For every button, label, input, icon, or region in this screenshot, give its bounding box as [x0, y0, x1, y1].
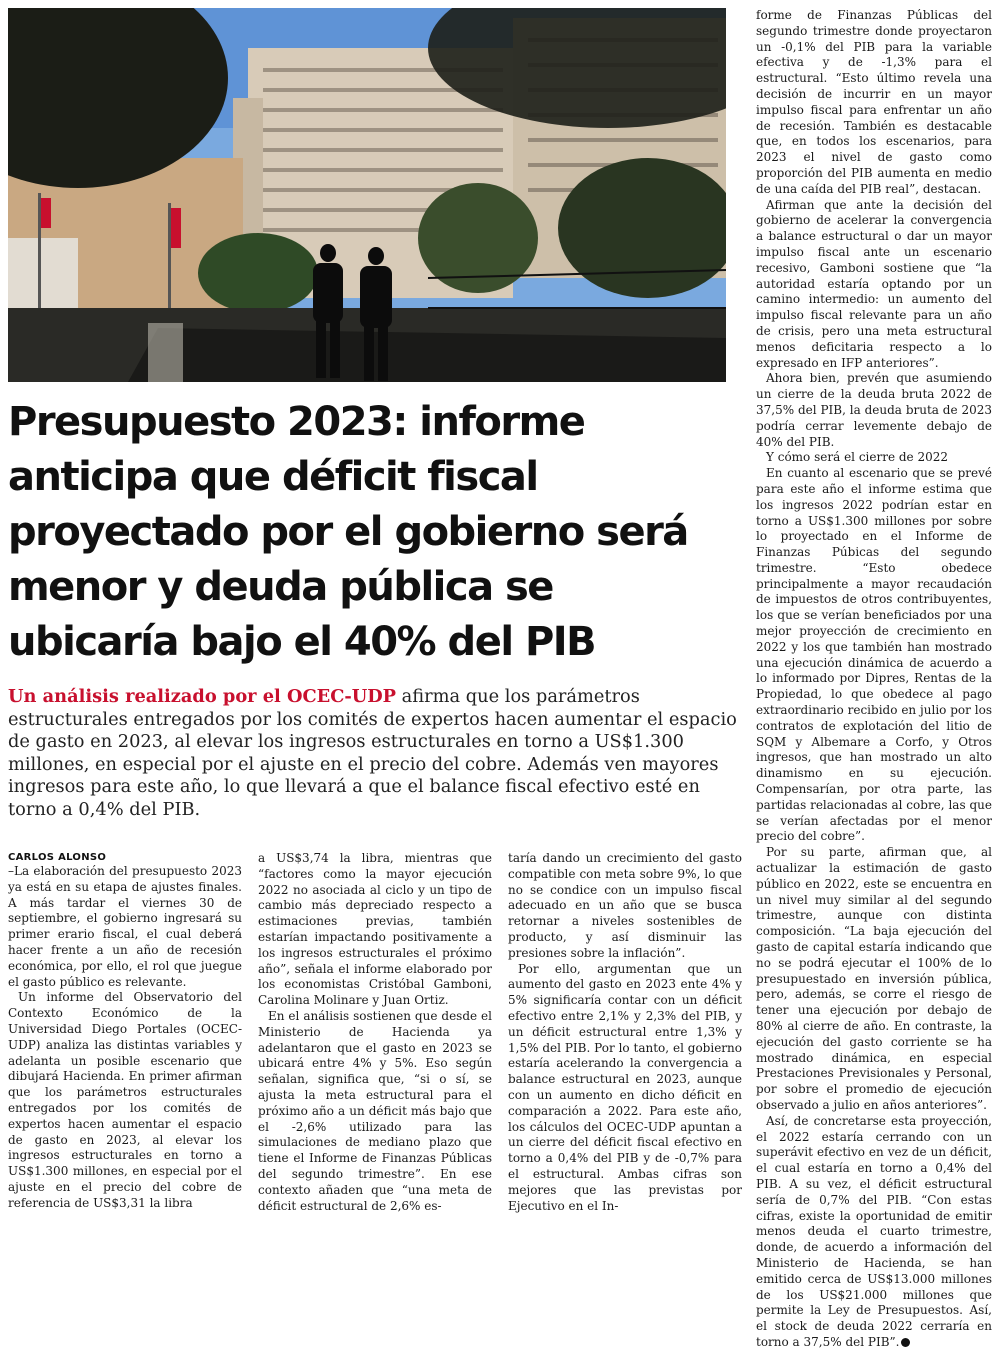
paragraph: Ahora bien, prevén que asumiendo un cierre de la deuda bruta 2022 de 37,5% del PIB, la deuda bruta de 2023 podría cerrar levemente debajo de 40% del PIB. — [756, 371, 992, 449]
headline-line: ubicaría bajo el 40% del PIB — [8, 619, 596, 665]
paragraph: Por ello, argumentan que un aumento del gasto en 2023 ente 4% y 5% significaría contar con un déficit efectivo entre 2,1% y 2,3% del PIB, y un déficit estructural entre 1,3% y 1,5% del PIB. Por lo tanto, el gobierno estaría acelerando la convergencia a balance estructural en 2023, aunque con un aumento en dicho déficit en comparación a 2022. Para este año, los cálculos del OCEC-UDP apuntan a un cierre del déficit fiscal efectivo en torno a 0,4% del PIB y de -0,7% para el estructural. Ambas cifras son mejores que las previstas por Ejecutivo en el In- — [508, 961, 742, 1213]
paragraph: a US$3,74 la libra, mientras que “factores como la mayor ejecución 2022 no asociada al ciclo y un tipo de cambio más depreciado respecto a estimaciones previas, también estarían impactando positivamente a los ingresos estructurales el próximo año”, señala el informe elaborado por los economistas Cristóbal Gamboni, Carolina Molinare y Juan Ortiz. — [258, 851, 492, 1008]
lead-paragraph — [8, 686, 738, 822]
paragraph: Por su parte, afirman que, al actualizar la estimación de gasto público en 2022, este se encuentra en un nivel muy similar al del segundo trimestre, aunque con distinta composición. “La baja ejecución del gasto de capital estaría indicando que no se podrá ejecutar el 100% de lo presupuestado en inversión pública, pero, además, se corre el riesgo de tener una ejecución por debajo de 80% al cierre de año. En contraste, la ejecución del gasto corriente se ha mostrado dinámica, en especial Prestaciones Previsionales y Personal, por sobre el promedio de ejecución observado a julio en años anteriores”. — [756, 845, 992, 1112]
subheading: Y cómo será el cierre de 2022 — [766, 450, 949, 465]
lead-kicker: Un análisis realizado por el OCEC-UDP — [8, 686, 397, 707]
paragraph: taría dando un crecimiento del gasto compatible con meta sobre 9%, lo que no se condice con un impulso fiscal adecuado en un año que se busca retornar a niveles sostenibles de producto, y así disminuir las presiones sobre la inflación”. — [508, 851, 742, 960]
lead-text: afirma que los parámetros estructurales entregados por los comités de expertos hacen aumentar el espacio de gasto en 2023, al elevar los ingresos estructurales en torno a US$1.300 millones, en especial por el ajuste en el precio del cobre. Además ven mayores ingresos para este año, lo que llevará a que el balance fiscal efectivo esté en torno a 0,4% del PIB. — [8, 686, 737, 820]
article-column-1 — [8, 851, 242, 1212]
article-column-2 — [258, 851, 492, 1214]
paragraph: –La elaboración del presupuesto 2023 ya está en su etapa de ajustes finales. A más tardar el viernes 30 de septiembre, el gobierno ingresará su primer erario fiscal, el cual deberá hacer frente a un año de recesión económica, por ello, el rol que juegue el gasto público es relevante. — [8, 864, 242, 989]
paragraph: En cuanto al escenario que se prevé para este año el informe estima que los ingresos 2022 podrían estar en torno a US$1.300 millones por sobre lo proyectado en el Informe de Finanzas Púbicas del segundo trimestre. “Esto obedece principalmente a mayor recaudación de impuestos de otros contribuyentes, los que se verían beneficiados por una mejor proyección de crecimiento en 2022 y los que también han mostrado una ejecución dinámica de acuerdo a lo informado por Dipres, Rentas de la Propiedad, lo que obedece al pago extraordinario recibido en julio por los contratos de explotación del litio de SQM y Albemare a Corfo, y Otros ingresos, que han mostrado un alto dinamismo en su ejecución. Compensarían, por otra parte, las partidas relacionadas al cobre, las que se verían afectadas por el menor precio del cobre”. — [756, 466, 992, 844]
end-mark-icon — [901, 1338, 910, 1347]
article-photo — [8, 8, 726, 382]
byline: CARLOS ALONSO — [8, 852, 107, 863]
paragraph: Un informe del Observatorio del Contexto Económico de la Universidad Diego Portales (OCEC-UDP) analiza las distintas variables y adelanta un posible escenario que dibujará Hacienda. En primer afirman que los parámetros estructurales entregados por los comités de expertos hacen aumentar el espacio de gasto en 2023, al elevar los ingresos estructurales en torno a US$1.300 millones, en especial por el ajuste en el precio del cobre de referencia de US$3,31 la libra — [8, 990, 242, 1210]
headline-line: menor y deuda pública se — [8, 564, 553, 610]
article-column-4 — [756, 8, 992, 1351]
paragraph — [756, 1114, 992, 1351]
article-column-3 — [508, 851, 742, 1214]
paragraph: En el análisis sostienen que desde el Ministerio de Hacienda ya adelantaron que el gasto en 2023 se ubicará entre 4% y 5%. Eso según señalan, significa que, “si o sí, se ajusta la meta estructural para el próximo año a un déficit más bajo que el -2,6% utilizado para las simulaciones de mediano plazo que tiene el Informe de Finanzas Públicas del segundo trimestre”. En ese contexto añaden que “una meta de déficit estructural de 2,6% es- — [258, 1008, 492, 1213]
paragraph-text: Así, de concretarse esta proyección, el 2022 estaría cerrando con un superávit efectivo en vez de un déficit, el cual estaría en torno a 0,4% del PIB. A su vez, el déficit estructural sería de 0,7% del PIB. “Con estas cifras, existe la oportunidad de emitir menos deuda el cuarto trimestre, donde, de acuerdo a información del Ministerio de Hacienda, se han emitido cerca de US$13.000 millones de los US$21.000 millones que permite la Ley de Presupuestos. Así, el stock de deuda 2022 cerraría en torno a 37,5% del PIB”. — [756, 1113, 992, 1349]
headline-line: Presupuesto 2023: informe — [8, 399, 585, 445]
headline — [8, 395, 738, 670]
headline-line: anticipa que déficit fiscal — [8, 454, 538, 500]
paragraph: Afirman que ante la decisión del gobierno de acelerar la convergencia a balance estructural o dar un mayor impulso fiscal ante un escenario recesivo, Gamboni sostiene que “la autoridad estaría optando por un camino intermedio: un aumento del impulso fiscal relevante para un año de crisis, pero una meta estructural menos deficitaria respecto a lo expresado en IFP anteriores”. — [756, 197, 992, 370]
building-photo-icon — [8, 8, 726, 382]
headline-line: proyectado por el gobierno será — [8, 509, 688, 555]
paragraph: forme de Finanzas Públicas del segundo trimestre donde proyectaron un -0,1% del PIB para la variable efectiva y de -1,3% para el estructural. “Esto último revela una decisión de incurrir en un mayor impulso fiscal para enfrentar un año de recesión. También es destacable que, en todos los escenarios, para 2023 el nivel de gasto como proporción del PIB aumenta en medio de una caída del PIB real”, destacan. — [756, 8, 992, 196]
